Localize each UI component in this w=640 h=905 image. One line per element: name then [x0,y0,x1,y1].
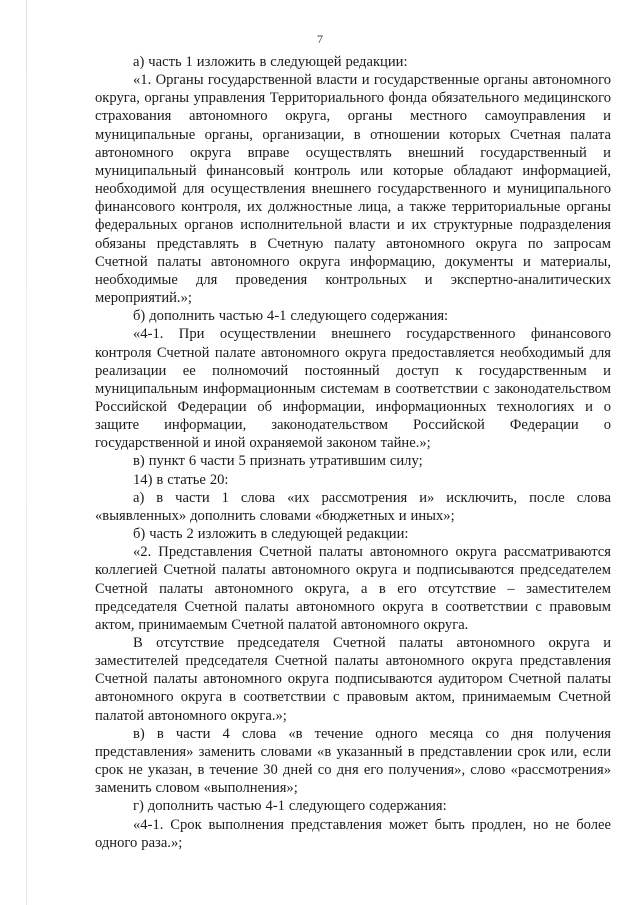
document-body [95,53,611,852]
paragraph-part1-intro: а) часть 1 изложить в следующей редакции: [133,54,408,70]
scan-edge-line [26,0,27,905]
paragraph-part4-1-text: «4-1. При осуществлении внешнего государственного финансового контроля Счетной палате автономного округа предоставляется необходимый для реализации ее полномочий постоянный доступ к государственным и муниципальным информационным системам в соответствии с законодательством Российской Федерации об информации, информационных технологиях и о защите информации, законодательством Российской Федерации о государственной и иной охраняемой законом тайне.»; [95,326,611,452]
paragraph-article20-part2-intro: б) часть 2 изложить в следующей редакции: [133,526,409,543]
paragraph-article20-part2-text: «2. Представления Счетной палаты автономного округа рассматриваются коллегией Счетной палаты автономного округа и подписываются председателем Счетной палаты автономного округа, а в его отсутствие – заместителем председателя Счетной палаты автономного округа в соответствии с правовым актом, принимаемым Счетной палатой автономного округа. [95,544,611,633]
paragraph-article20-part4: в) в части 4 слова «в течение одного месяца со дня получения представления» заменить словами «в указанный в представлении срок или, если срок не указан, в течение 30 дней со дня его получения», слово «рассмотрения» заменить словом «выполнения»; [95,725,611,797]
paragraph-add-part4-1-intro: б) дополнить частью 4-1 следующего содержания: [133,308,449,325]
paragraph-item6-invalid: в) пункт 6 части 5 признать утратившим силу; [133,453,423,470]
paragraph-part1-text: «1. Органы государственной власти и государственные органы автономного округа, органы управления Территориального фонда обязательного медицинского страхования автономного округа, органы местного самоуправления и муниципальные органы, организации, в отношении которых Счетная палата автономного округа вправе осуществлять внешний государственный и муниципальный финансовый контроль или которые обладают информацией, необходимой для осуществления внешнего государственного и муниципального финансового контроля, их должностные лица, а также территориальные органы федеральных органов исполнительной власти и их структурные подразделения обязаны представлять в Счетную палату автономного округа по запросам Счетной палаты автономного округа информацию, документы и материалы, необходимые для проведения контрольных и экспертно-аналитических мероприятий.»; [95,72,611,307]
paragraph-article20-part2-absence: В отсутствие председателя Счетной палаты автономного округа и заместителей председателя Счетной палаты автономного округа представления Счетной палаты автономного округа подписываются аудитором Счетной палаты автономного округа в соответствии с правовым актом, принимаемым Счетной палатой автономного округа.»; [95,635,611,724]
paragraph-article20-heading: 14) в статье 20: [133,471,229,488]
paragraph-add-part4-1-intro-2: г) дополнить частью 4-1 следующего содержания: [133,798,447,815]
paragraph-article20-part1: а) в части 1 слова «их рассмотрения и» исключить, после слова «выявленных» дополнить словами «бюджетных и иных»; [95,489,611,524]
page-number: 7 [317,32,323,46]
paragraph-part4-1-deadline: «4-1. Срок выполнения представления может быть продлен, но не более одного раза.»; [95,816,611,851]
